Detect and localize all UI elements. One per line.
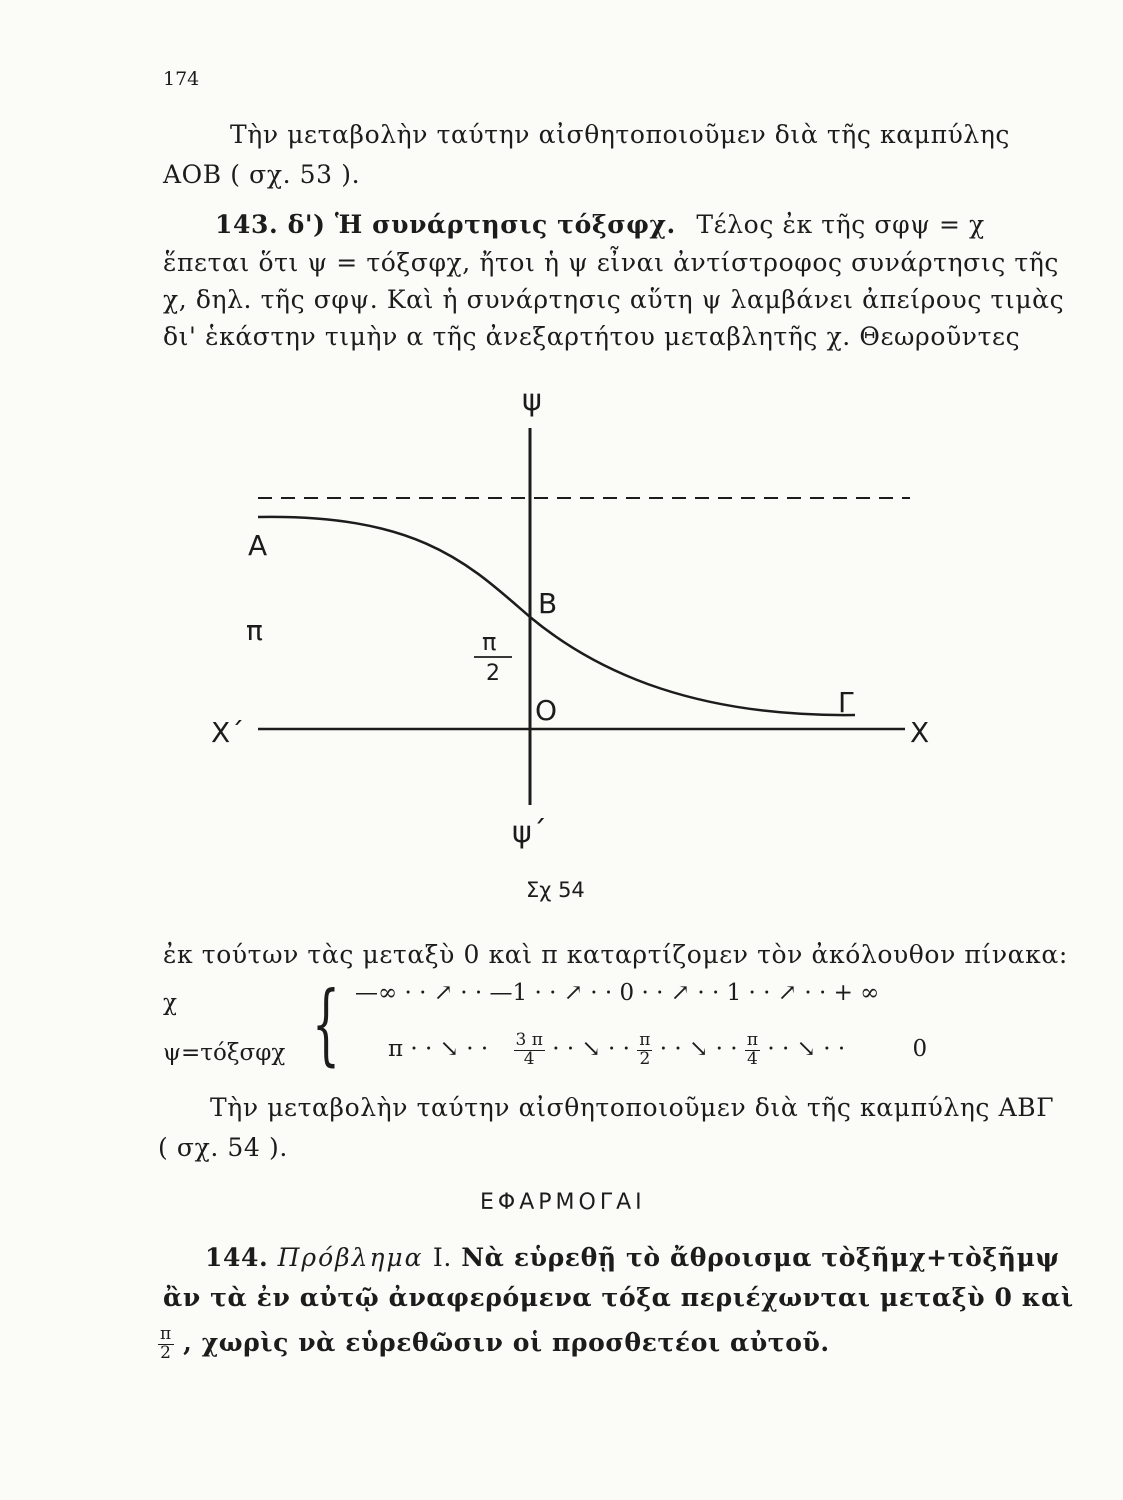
- paragraph-2: ἐκ τούτων τὰς μεταξὺ 0 καὶ π καταρτίζομεν τὸν ἀκόλουθον πίνακα:: [163, 940, 1068, 969]
- label-A: Α: [248, 529, 268, 562]
- row-2-mid-1: · · ↘ · ·: [552, 1036, 630, 1062]
- table-row-1-label: χ: [163, 990, 177, 1016]
- row-2-end: · · ↘ · ·: [767, 1036, 846, 1062]
- table-row-2-label: ψ=τόξσφχ: [163, 1040, 286, 1066]
- label-pi-half-numerator: π: [482, 628, 497, 656]
- problem-144-line-2: ἂν τὰ ἐν αὐτῷ ἀναφερόμενα τόξα περιέχωνται μεταξὺ 0 καὶ: [163, 1283, 1074, 1312]
- problem-number: 144.: [205, 1243, 269, 1272]
- label-O: Ο: [535, 694, 558, 727]
- label-G: Γ: [838, 686, 854, 719]
- table-row-2-values: [388, 1025, 927, 1073]
- label-psi: ψ: [522, 383, 542, 418]
- paragraph-1-line-1: Τὴν μεταβολὴν ταύτην αἰσθητοποιοῦμεν διὰ τῆς καμπύλης: [230, 120, 1011, 149]
- label-pi: π: [246, 614, 263, 647]
- figure-caption: Σχ 54: [526, 878, 585, 902]
- paragraph-1-line-2: ΑΟΒ ( σχ. 53 ).: [163, 160, 361, 189]
- row-2-start: π · · ↘ · ·: [388, 1036, 489, 1062]
- label-X: Χ: [910, 716, 930, 749]
- page-number: 174: [163, 68, 200, 90]
- fraction-pi-4: $\frac{\pi}{4}$: [746, 1029, 759, 1069]
- fraction-3pi-4: $\frac{3 \pi}{4}$: [515, 1029, 543, 1069]
- section-143-line-3: χ, δηλ. τῆς σφψ. Καὶ ἡ συνάρτησις αὕτη ψ λαμβάνει ἀπείρους τιμὰς: [163, 285, 1065, 314]
- problem-roman: I.: [432, 1243, 452, 1272]
- row-2-mid-2: · · ↘ · ·: [659, 1036, 738, 1062]
- label-B: Β: [538, 587, 558, 620]
- problem-line-3-text: , χωρὶς νὰ εὑρεθῶσιν οἱ προσθετέοι αὐτοῦ.: [183, 1327, 830, 1357]
- fraction-pi-2: $\frac{\pi}{2}$: [639, 1029, 651, 1069]
- section-143-line-1-rest: Τέλος ἐκ τῆς σφψ = χ: [696, 210, 985, 239]
- section-143-line-4: δι' ἑκάστην τιμὴν α τῆς ἀνεξαρτήτου μεταβλητῆς χ. Θεωροῦντες: [163, 322, 1021, 351]
- paragraph-3-line-2: ( σχ. 54 ).: [158, 1133, 288, 1162]
- label-psi-prime: ψ΄: [512, 815, 547, 850]
- section-143-title: 143. δ') Ἡ συνάρτησις τόξσφχ.: [215, 210, 676, 239]
- problem-label: Πρόβλημα: [277, 1243, 424, 1272]
- row-2-last: 0: [912, 1036, 928, 1062]
- section-heading: ΕΦΑΡΜΟΓΑΙ: [480, 1190, 646, 1215]
- label-pi-half-denominator: 2: [486, 661, 500, 686]
- table-brace: {: [312, 972, 340, 1075]
- problem-144-line-3: [158, 1326, 830, 1363]
- label-X-prime: Χ΄: [211, 716, 245, 749]
- problem-line-1-rest: Νὰ εὑρεθῇ τὸ ἄθροισμα τὸξῆμχ+τὸξῆμψ: [461, 1243, 1060, 1272]
- section-143-line-2: ἕπεται ὅτι ψ = τόξσφχ, ἤτοι ἡ ψ εἶναι ἀντίστροφος συνάρτησις τῆς: [163, 248, 1060, 277]
- table-row-1-values: —∞ · · ↗ · · —1 · · ↗ · · 0 · · ↗ · · 1 · · ↗ · · + ∞: [355, 980, 880, 1006]
- problem-fraction-pi-2: $\frac{\pi}{2}$: [160, 1324, 172, 1363]
- paragraph-3-line-1: Τὴν μεταβολὴν ταύτην αἰσθητοποιοῦμεν διὰ τῆς καμπύλης ΑΒΓ: [210, 1093, 1055, 1122]
- problem-144-line-1: [205, 1243, 1060, 1272]
